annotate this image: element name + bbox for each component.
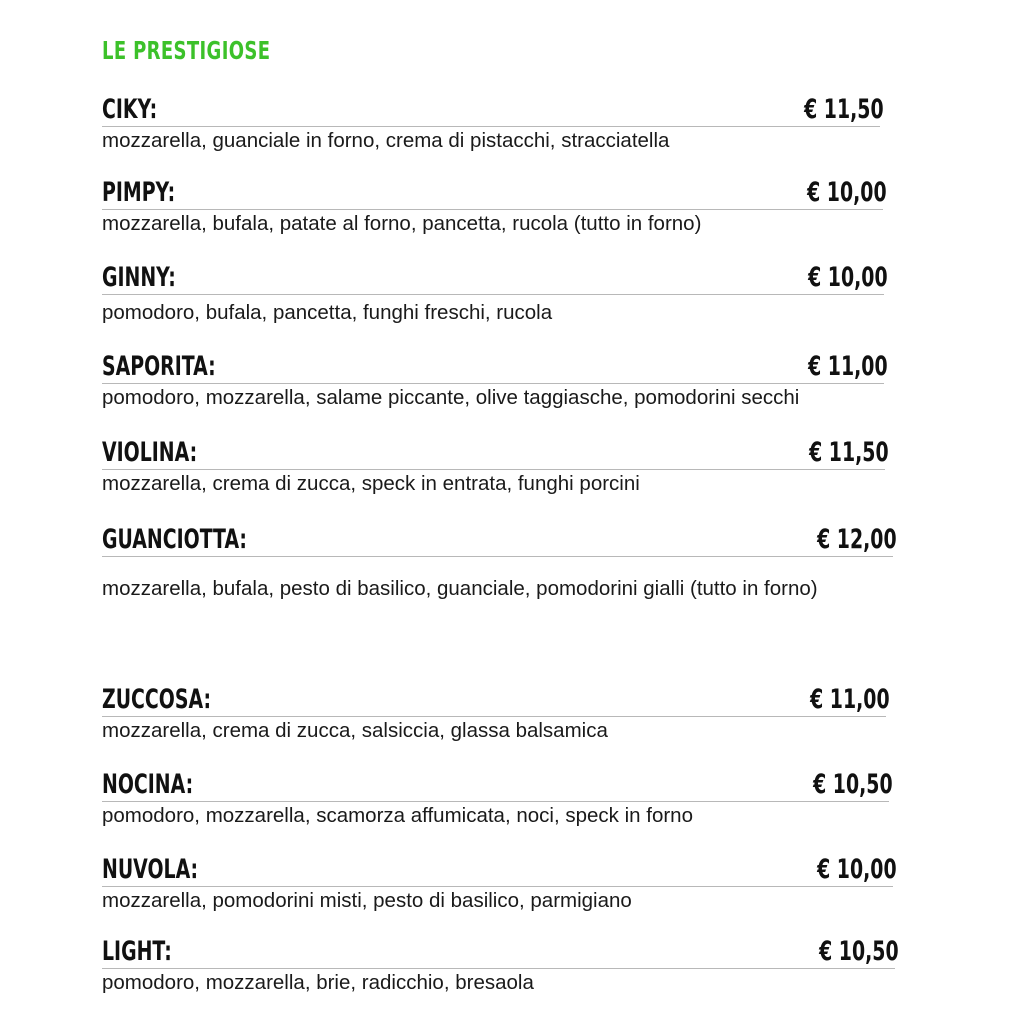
item-description: mozzarella, pomodorini misti, pesto di basilico, parmigiano — [102, 889, 632, 912]
item-description: mozzarella, bufala, patate al forno, pancetta, rucola (tutto in forno) — [102, 212, 702, 235]
menu-item — [102, 938, 922, 997]
item-name: NOCINA: — [102, 769, 194, 800]
item-price: € 11,00 — [810, 684, 890, 715]
item-description: pomodoro, mozzarella, salame piccante, olive taggiasche, pomodorini secchi — [102, 386, 800, 409]
item-header — [102, 524, 897, 557]
item-description: mozzarella, guanciale in forno, crema di pistacchi, stracciatella — [102, 129, 670, 152]
item-header — [102, 854, 897, 887]
item-header — [102, 177, 887, 210]
item-description: pomodoro, bufala, pancetta, funghi freschi, rucola — [102, 301, 553, 324]
menu-item — [102, 771, 922, 830]
item-header — [102, 351, 888, 384]
item-name: PIMPY: — [102, 177, 176, 208]
item-description: mozzarella, crema di zucca, salsiccia, glassa balsamica — [102, 719, 608, 742]
item-name: GUANCIOTTA: — [102, 524, 247, 555]
item-header — [102, 437, 889, 470]
item-description: mozzarella, bufala, pesto di basilico, guanciale, pomodorini gialli (tutto in forno) — [102, 577, 818, 600]
item-price: € 11,50 — [804, 94, 884, 125]
item-name: LIGHT: — [102, 936, 172, 967]
item-name: CIKY: — [102, 94, 158, 125]
menu-item — [102, 439, 922, 498]
item-name: VIOLINA: — [102, 437, 198, 468]
menu-item — [102, 686, 922, 745]
menu-item — [102, 526, 922, 603]
item-header — [102, 936, 899, 969]
menu-item — [102, 856, 922, 915]
menu-item — [102, 179, 922, 238]
menu-item — [102, 264, 922, 327]
item-description: pomodoro, mozzarella, scamorza affumicata, noci, speck in forno — [102, 804, 693, 827]
item-price: € 10,50 — [813, 769, 893, 800]
menu-item — [102, 96, 922, 155]
item-price: € 11,00 — [808, 351, 888, 382]
item-name: ZUCCOSA: — [102, 684, 212, 715]
section-title: LE PRESTIGIOSE — [102, 36, 271, 65]
item-header — [102, 769, 893, 802]
item-price: € 10,00 — [808, 262, 888, 293]
item-price: € 10,00 — [807, 177, 887, 208]
item-header — [102, 94, 884, 127]
item-price: € 12,00 — [817, 524, 897, 555]
item-header — [102, 262, 888, 295]
item-description: mozzarella, crema di zucca, speck in entrata, funghi porcini — [102, 472, 640, 495]
item-price: € 11,50 — [809, 437, 889, 468]
item-name: GINNY: — [102, 262, 176, 293]
item-name: NUVOLA: — [102, 854, 199, 885]
item-name: SAPORITA: — [102, 351, 216, 382]
item-price: € 10,50 — [819, 936, 899, 967]
menu-item — [102, 353, 922, 412]
item-description: pomodoro, mozzarella, brie, radicchio, bresaola — [102, 971, 534, 994]
item-header — [102, 684, 890, 717]
item-price: € 10,00 — [817, 854, 897, 885]
